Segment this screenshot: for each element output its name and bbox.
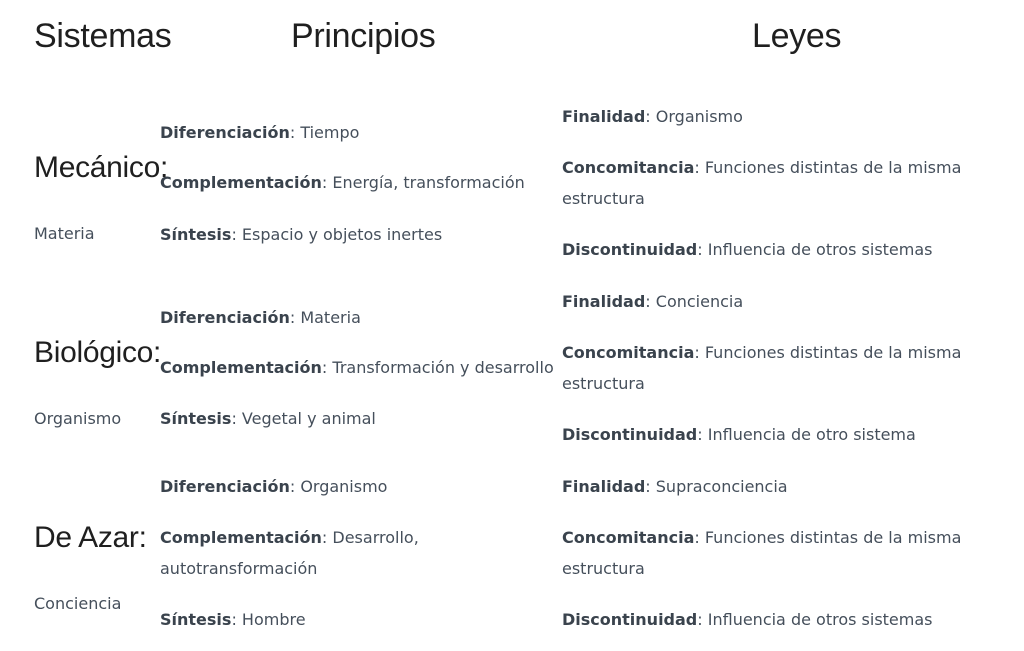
principle-term: Complementación [160,358,322,377]
principle-separator: : [321,358,333,377]
law-finalidad [562,471,962,502]
system-type-de-azar: Conciencia [34,594,122,613]
law-term: Finalidad [562,107,646,126]
law-separator: : [697,240,708,259]
law-discontinuidad [562,234,962,265]
law-separator: : [694,528,705,547]
system-type-mecanico: Materia [34,224,95,243]
principle-value: Vegetal y animal [241,409,376,428]
law-term: Concomitancia [562,528,695,547]
principle-value: Tiempo [300,123,360,142]
principle-term: Diferenciación [160,477,290,496]
principle-term: Síntesis [160,610,232,629]
law-value: Funciones distintas de la misma estructura [562,343,962,393]
law-separator: : [645,107,656,126]
law-separator: : [645,477,656,496]
heading-sistemas: Sistemas [34,17,172,55]
principle-complementacion [160,352,560,383]
law-value: Conciencia [655,292,744,311]
principle-term: Complementación [160,528,322,547]
law-term: Discontinuidad [562,425,698,444]
law-value: Funciones distintas de la misma estructura [562,158,962,208]
principle-separator: : [289,123,301,142]
law-value: Organismo [655,107,743,126]
law-concomitancia [562,152,962,214]
principle-value: Materia [300,308,361,327]
law-separator: : [697,425,708,444]
law-discontinuidad [562,604,962,635]
law-term: Discontinuidad [562,240,698,259]
heading-leyes: Leyes [752,17,842,55]
principle-value: Energía, transformación [332,173,525,192]
principle-term: Complementación [160,173,322,192]
principle-value: Organismo [300,477,388,496]
heading-principios: Principios [291,17,436,55]
principle-diferenciacion [160,302,560,333]
principle-value: Transformación y desarrollo [332,358,554,377]
principle-diferenciacion [160,117,560,148]
law-term: Discontinuidad [562,610,698,629]
system-name-biologico: Biológico: [34,336,162,369]
law-term: Concomitancia [562,343,695,362]
principle-value: Espacio y objetos inertes [241,225,443,244]
principle-term: Diferenciación [160,308,290,327]
law-term: Concomitancia [562,158,695,177]
principle-sintesis [160,604,560,635]
principle-separator: : [289,308,301,327]
system-type-biologico: Organismo [34,409,122,428]
law-concomitancia [562,522,962,584]
principle-separator: : [231,610,242,629]
principle-term: Síntesis [160,225,232,244]
law-concomitancia [562,337,962,399]
principle-term: Diferenciación [160,123,290,142]
law-term: Finalidad [562,477,646,496]
principle-sintesis [160,403,560,434]
system-name-de-azar: De Azar: [34,521,147,554]
principle-complementacion [160,522,450,584]
system-name-mecanico: Mecánico: [34,151,169,184]
principle-term: Síntesis [160,409,232,428]
law-term: Finalidad [562,292,646,311]
principle-separator: : [289,477,301,496]
law-value: Supraconciencia [655,477,788,496]
principle-sintesis [160,219,560,250]
law-discontinuidad [562,419,962,450]
principle-diferenciacion [160,471,560,502]
law-separator: : [697,610,708,629]
law-separator: : [694,158,705,177]
law-separator: : [694,343,705,362]
law-finalidad [562,101,962,132]
principle-separator: : [231,409,242,428]
principle-separator: : [321,528,333,547]
principle-value: Hombre [241,610,306,629]
law-separator: : [645,292,656,311]
law-value: Influencia de otro sistema [707,425,916,444]
principle-separator: : [321,173,333,192]
law-value: Influencia de otros sistemas [707,240,933,259]
law-finalidad [562,286,962,317]
law-value: Influencia de otros sistemas [707,610,933,629]
law-value: Funciones distintas de la misma estructura [562,528,962,578]
principle-value: Desarrollo, autotransformación [160,528,419,578]
principle-separator: : [231,225,242,244]
principle-complementacion [160,167,560,198]
